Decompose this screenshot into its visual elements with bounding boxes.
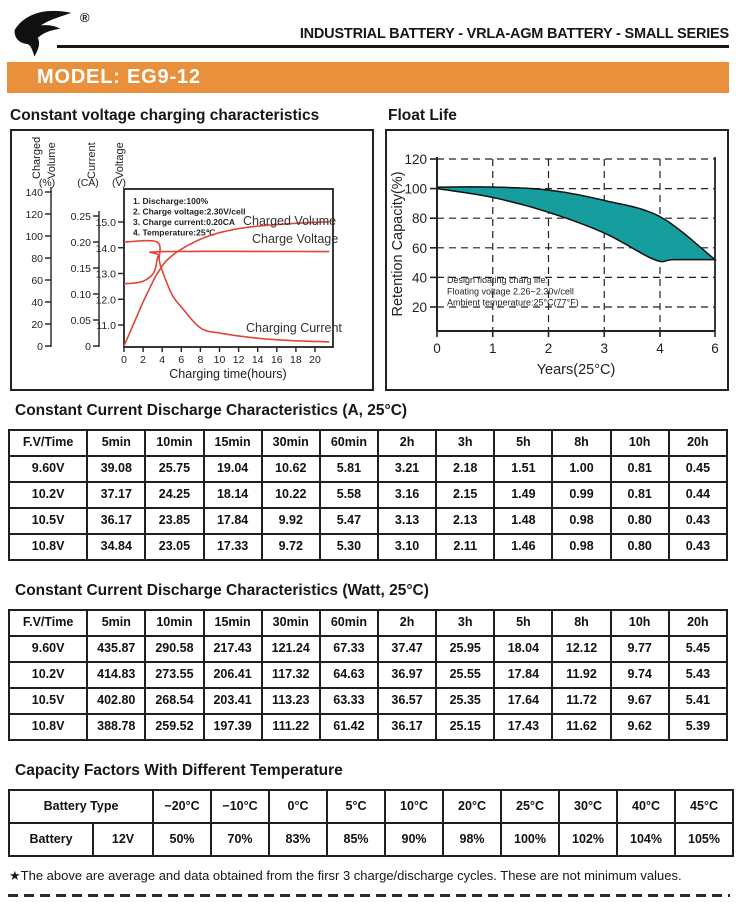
x-axis-title: Years(25°C)	[536, 362, 616, 378]
header-rule	[57, 45, 729, 48]
float-life-title: Float Life	[388, 107, 457, 124]
table-cell: 2.13	[436, 508, 494, 534]
table-cell: 17.64	[494, 688, 552, 714]
table-cell: 5.30	[320, 534, 378, 560]
volume-axis-title: Charged	[31, 136, 43, 179]
table-cell: 0.99	[552, 482, 610, 508]
column-header: 10min	[145, 430, 203, 456]
table-cell: 117.32	[262, 662, 320, 688]
volume-axis-unit: (%)	[38, 177, 56, 189]
current-tick-label: 0.05	[70, 315, 91, 327]
registered-trademark-icon: ®	[80, 10, 90, 25]
column-header: 15min	[204, 430, 262, 456]
eagle-swoosh-logo-svg	[12, 6, 78, 62]
table-cell: 37.47	[378, 636, 436, 662]
table-cell: 61.42	[320, 714, 378, 740]
table-cell: 85%	[327, 823, 385, 856]
table-cell: 2.15	[436, 482, 494, 508]
charge-voltage-label: Charge Voltage	[252, 232, 339, 246]
table-cell: 23.05	[145, 534, 203, 560]
table-cell: 0.43	[669, 508, 727, 534]
table-cell: 290.58	[145, 636, 203, 662]
table-cell: 9.62	[611, 714, 669, 740]
voltage-tick-label: 12.0	[95, 294, 116, 307]
header-row	[9, 430, 727, 456]
volume-tick-label: 120	[25, 209, 43, 221]
column-header: 15min	[204, 610, 262, 636]
column-header: 2h	[378, 430, 436, 456]
table-cell: 435.87	[87, 636, 145, 662]
x-tick-label: 12	[232, 354, 245, 366]
chart-note: 4. Temperature:25℃	[133, 227, 216, 238]
table-cell: 50%	[153, 823, 211, 856]
float-note: Design floating charg life:	[447, 275, 549, 285]
column-header: 30min	[262, 430, 320, 456]
eagle-swoosh-logo	[12, 6, 78, 62]
x-axis-title: Charging time(hours)	[169, 367, 287, 381]
column-header: 10h	[611, 430, 669, 456]
capacity-table	[8, 789, 734, 857]
table-cell: 19.04	[204, 456, 262, 482]
table-cell: 39.08	[87, 456, 145, 482]
column-header: 10h	[611, 610, 669, 636]
table-cell: 197.39	[204, 714, 262, 740]
table-cell: 0.45	[669, 456, 727, 482]
table-cell: 1.48	[494, 508, 552, 534]
table-cell: 64.63	[320, 662, 378, 688]
discharge-w-table-wrap	[8, 609, 728, 741]
x-tick-label: 6	[711, 341, 719, 356]
current-tick-label: 0.25	[70, 211, 91, 223]
table-cell: 414.83	[87, 662, 145, 688]
charging-chart	[10, 129, 374, 396]
table-cell: 268.54	[145, 688, 203, 714]
column-header: 5min	[87, 610, 145, 636]
table-cell: 11.62	[552, 714, 610, 740]
column-header: 10min	[145, 610, 203, 636]
header-title: INDUSTRIAL BATTERY - VRLA-AGM BATTERY - SMALL SERIES	[299, 26, 729, 42]
table-cell: 37.17	[87, 482, 145, 508]
column-header: 40°C	[617, 790, 675, 823]
table-cell: 17.84	[494, 662, 552, 688]
table-cell: 104%	[617, 823, 675, 856]
x-tick-label: 2	[140, 354, 147, 366]
float-note: Floating voltage 2.26~2.30v/cell	[447, 286, 574, 297]
row-header: 9.60V	[9, 636, 87, 662]
x-tick-label: 0	[121, 354, 127, 366]
volume-axis-title: Volume	[46, 142, 58, 179]
discharge-w-table	[8, 609, 728, 741]
table-cell: 25.55	[436, 662, 494, 688]
discharge-a-table-wrap	[8, 429, 728, 561]
row-header: Battery	[9, 823, 93, 856]
column-header: 5h	[494, 430, 552, 456]
volume-tick-label: 60	[31, 275, 43, 287]
column-header: 25°C	[501, 790, 559, 823]
column-header: 8h	[552, 610, 610, 636]
table-cell: 90%	[385, 823, 443, 856]
row-header: 9.60V	[9, 456, 87, 482]
table-cell: 388.78	[87, 714, 145, 740]
header-row	[9, 610, 727, 636]
table-row	[9, 688, 727, 714]
table-cell: 24.25	[145, 482, 203, 508]
table-cell: 1.46	[494, 534, 552, 560]
table-cell: 83%	[269, 823, 327, 856]
table-cell: 9.67	[611, 688, 669, 714]
table-cell: 9.92	[262, 508, 320, 534]
volume-tick-label: 100	[25, 231, 43, 243]
row-header: 10.8V	[9, 534, 87, 560]
column-header: 60min	[320, 430, 378, 456]
retention-band	[437, 187, 715, 262]
table-cell: 5.45	[669, 636, 727, 662]
current-tick-label: 0	[85, 341, 91, 353]
chart-note: 3. Charge current:0.20CA	[133, 217, 236, 227]
column-header: 5°C	[327, 790, 385, 823]
column-header: 2h	[378, 610, 436, 636]
capacity-title: Capacity Factors With Different Temperature	[15, 762, 343, 779]
table-cell: 1.51	[494, 456, 552, 482]
voltage-tick-label: 11.0	[96, 320, 116, 332]
table-cell: 70%	[211, 823, 269, 856]
table-cell: 0.98	[552, 508, 610, 534]
table-cell: 5.47	[320, 508, 378, 534]
row-header: 10.8V	[9, 714, 87, 740]
table-cell: 23.85	[145, 508, 203, 534]
charging-chart-svg	[10, 129, 374, 391]
table-cell: 9.72	[262, 534, 320, 560]
table-cell: 18.14	[204, 482, 262, 508]
column-header: −10°C	[211, 790, 269, 823]
table-cell: 17.84	[204, 508, 262, 534]
column-header: F.V/Time	[9, 610, 87, 636]
table-row	[9, 714, 727, 740]
volume-tick-label: 20	[31, 319, 43, 331]
table-cell: 5.43	[669, 662, 727, 688]
table-cell: 25.75	[145, 456, 203, 482]
table-cell: 2.18	[436, 456, 494, 482]
table-cell: 11.92	[552, 662, 610, 688]
y-tick-label: 80	[411, 211, 427, 227]
column-header: 60min	[320, 610, 378, 636]
x-tick-label: 4	[656, 341, 664, 356]
voltage-tick-label: 14.0	[95, 242, 116, 255]
table-cell: 3.10	[378, 534, 436, 560]
discharge-a-title: Constant Current Discharge Characteristics (A, 25°C)	[15, 402, 408, 419]
table-cell: 0.44	[669, 482, 727, 508]
y-tick-label: 60	[411, 240, 427, 256]
column-header: 20°C	[443, 790, 501, 823]
table-cell: 102%	[559, 823, 617, 856]
column-header: 3h	[436, 610, 494, 636]
table-cell: 259.52	[145, 714, 203, 740]
footnote: ★The above are average and data obtained from the firsr 3 charge/discharge cycles. These are not minimum values.	[9, 868, 682, 883]
x-tick-label: 4	[159, 354, 166, 366]
current-tick-label: 0.10	[70, 289, 91, 301]
table-cell: 5.41	[669, 688, 727, 714]
table-cell: 9.74	[611, 662, 669, 688]
table-cell: 36.97	[378, 662, 436, 688]
column-header: 8h	[552, 430, 610, 456]
column-header: 20h	[669, 610, 727, 636]
table-cell: 3.16	[378, 482, 436, 508]
table-cell: 273.55	[145, 662, 203, 688]
table-cell: 217.43	[204, 636, 262, 662]
table-cell: 67.33	[320, 636, 378, 662]
table-cell: 17.43	[494, 714, 552, 740]
table-row	[9, 662, 727, 688]
column-header: 45°C	[675, 790, 733, 823]
column-header: 5h	[494, 610, 552, 636]
x-tick-label: 10	[213, 354, 226, 366]
row-header: 10.5V	[9, 688, 87, 714]
table-cell: 206.41	[204, 662, 262, 688]
float-life-chart	[385, 129, 729, 396]
discharge-a-table	[8, 429, 728, 561]
current-axis-unit: (CA)	[77, 177, 99, 189]
float-note: Ambient temperature:25°C(77°F)	[447, 297, 579, 308]
y-tick-label: 120	[404, 152, 427, 167]
table-row	[9, 456, 727, 482]
voltage-tick-label: 13.0	[95, 268, 116, 281]
chart-note: 2. Charge voltage:2.30V/cell	[133, 206, 246, 217]
table-cell: 0.81	[611, 482, 669, 508]
voltage-axis-unit: (V)	[112, 177, 126, 189]
column-header: −20°C	[153, 790, 211, 823]
discharge-w-title: Constant Current Discharge Characteristics (Watt, 25°C)	[15, 582, 429, 599]
current-tick-label: 0.15	[70, 263, 91, 275]
table-cell: 36.57	[378, 688, 436, 714]
column-header: 0°C	[269, 790, 327, 823]
table-cell: 25.35	[436, 688, 494, 714]
table-cell: 5.39	[669, 714, 727, 740]
capacity-table-wrap	[8, 789, 728, 857]
y-tick-label: 40	[411, 270, 427, 286]
x-tick-label: 2	[544, 341, 553, 356]
x-tick-label: 6	[178, 354, 185, 366]
table-cell: 9.77	[611, 636, 669, 662]
table-cell: 402.80	[87, 688, 145, 714]
volume-tick-label: 40	[31, 297, 43, 309]
table-cell: 11.72	[552, 688, 610, 714]
table-cell: 0.43	[669, 534, 727, 560]
table-cell: 5.81	[320, 456, 378, 482]
table-cell: 25.15	[436, 714, 494, 740]
column-header: 30°C	[559, 790, 617, 823]
table-cell: 18.04	[494, 636, 552, 662]
y-tick-label: 20	[411, 300, 427, 315]
table-cell: 36.17	[378, 714, 436, 740]
table-row	[9, 823, 733, 856]
table-cell: 121.24	[262, 636, 320, 662]
model-banner	[7, 62, 729, 93]
table-cell: 36.17	[87, 508, 145, 534]
table-cell: 0.80	[611, 508, 669, 534]
x-tick-label: 18	[290, 354, 302, 366]
table-row	[9, 534, 727, 560]
float-life-chart-svg	[385, 129, 729, 391]
volume-tick-label: 80	[31, 253, 43, 265]
column-header: 30min	[262, 610, 320, 636]
x-tick-label: 14	[251, 354, 264, 366]
current-axis-title: Current	[86, 142, 98, 179]
table-cell: 3.21	[378, 456, 436, 482]
table-row	[9, 508, 727, 534]
volume-tick-label: 0	[37, 341, 43, 353]
voltage-axis-title: Voltage	[114, 142, 126, 179]
table-cell: 1.00	[552, 456, 610, 482]
voltage-tick-label: 15.0	[95, 217, 116, 229]
table-cell: 5.58	[320, 482, 378, 508]
table-cell: 34.84	[87, 534, 145, 560]
row-header: 10.5V	[9, 508, 87, 534]
charging-chart-title: Constant voltage charging characteristics	[10, 107, 320, 124]
row-header: 10.2V	[9, 662, 87, 688]
x-tick-label: 1	[488, 341, 497, 356]
column-header: 20h	[669, 430, 727, 456]
table-cell: 98%	[443, 823, 501, 856]
model-banner-label: MODEL: EG9-12	[37, 66, 201, 88]
table-cell: 3.13	[378, 508, 436, 534]
table-row	[9, 482, 727, 508]
volume-tick-label: 140	[25, 187, 43, 199]
table-cell: 12.12	[552, 636, 610, 662]
table-cell: 0.81	[611, 456, 669, 482]
table-cell: 12V	[93, 823, 153, 856]
table-cell: 10.22	[262, 482, 320, 508]
charging-current-label: Charging Current	[246, 321, 342, 335]
table-cell: 113.23	[262, 688, 320, 714]
y-tick-label: 100	[404, 181, 427, 197]
y-axis-title: Retention Capacity(%)	[390, 171, 406, 317]
table-cell: 2.11	[436, 534, 494, 560]
x-tick-label: 16	[270, 354, 283, 366]
column-header: 3h	[436, 430, 494, 456]
table-cell: 0.98	[552, 534, 610, 560]
table-cell: 17.33	[204, 534, 262, 560]
current-tick-label: 0.20	[70, 237, 91, 249]
table-cell: 111.22	[262, 714, 320, 740]
x-tick-label: 20	[309, 354, 321, 366]
x-tick-label: 8	[197, 354, 204, 366]
table-cell: 0.80	[611, 534, 669, 560]
table-cell: 100%	[501, 823, 559, 856]
x-tick-label: 0	[433, 341, 441, 356]
table-cell: 63.33	[320, 688, 378, 714]
table-cell: 10.62	[262, 456, 320, 482]
column-header: Battery Type	[9, 790, 153, 823]
row-header: 10.2V	[9, 482, 87, 508]
table-cell: 203.41	[204, 688, 262, 714]
header-row	[9, 790, 733, 823]
table-cell: 25.95	[436, 636, 494, 662]
column-header: F.V/Time	[9, 430, 87, 456]
chart-outer-border	[11, 130, 373, 390]
eagle-swoosh-path	[15, 11, 72, 57]
table-cell: 1.49	[494, 482, 552, 508]
table-row	[9, 636, 727, 662]
column-header: 5min	[87, 430, 145, 456]
x-tick-label: 3	[600, 341, 609, 356]
charged-volume-label: Charged Volume	[243, 214, 337, 228]
chart-note: 1. Discharge:100%	[133, 196, 209, 206]
table-cell: 105%	[675, 823, 733, 856]
column-header: 10°C	[385, 790, 443, 823]
bottom-dashed-rule	[8, 894, 730, 897]
